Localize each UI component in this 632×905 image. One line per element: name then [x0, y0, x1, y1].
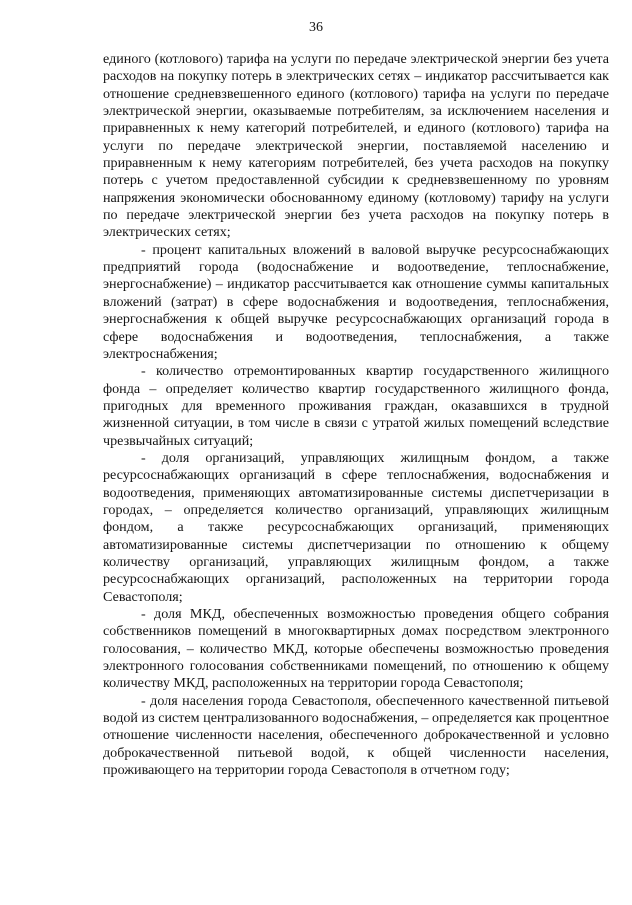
- page-number: 36: [309, 20, 323, 35]
- document-body: [103, 51, 609, 779]
- paragraph-capital-investment: - процент капитальных вложений в валовой выручке ресурсоснабжающих предприятий города (водоснабжение и водоотведение, теплоснабжение, энергоснабжение) – индикатор рассчитывается как отношение суммы капитальных вложений (затрат) в сфере водоснабжения и водоотведения, теплоснабжения, энергоснабжения к общей выручке ресурсоснабжающих организаций города в сфере водоснабжения и водоотведения, теплоснабжения, а также электроснабжения;: [103, 241, 609, 362]
- paragraph-tariff-indicator: единого (котлового) тарифа на услуги по передаче электрической энергии без учета расходов на покупку потерь в электрических сетях – индикатор рассчитывается как отношение средневзвешенного единого (котлового) тарифа на услуги по передаче электрической энергии, оказываемые потребителям, за исключением населения и приравненных к нему категорий потребителей, и единого (котлового) тарифа на услуги по передаче электрической энергии, поставляемой населению и приравненным к нему категориям потребителей, без учета расходов на покупку потерь с учетом предоставленной субсидии к средневзвешенному по уровням напряжения экономически обоснованному единому (котловому) тарифу на услуги по передаче электрической энергии без учета расходов на покупку потерь в электрических сетях;: [103, 51, 609, 241]
- paragraph-electronic-voting: - доля МКД, обеспеченных возможностью проведения общего собрания собственников помещений в многоквартирных домах посредством электронного голосования, – количество МКД, которые обеспечены возможностью проведения электронного голосования собственниками помещений, по отношению к общему количеству МКД, расположенных на территории города Севастополя;: [103, 606, 609, 692]
- paragraph-drinking-water: - доля населения города Севастополя, обеспеченного качественной питьевой водой из систем централизованного водоснабжения, – определяется как процентное отношение численности населения, обеспеченного доброкачественной и условно доброкачественной питьевой водой, к общей численности населения, проживающего на территории города Севастополя в отчетном году;: [103, 692, 609, 779]
- paragraph-repaired-apartments: - количество отремонтированных квартир государственного жилищного фонда – определяет количество квартир государственного жилищного фонда, пригодных для временного проживания граждан, оказавшихся в трудной жизненной ситуации, в том числе в связи с утратой жилых помещений вследствие чрезвычайных ситуаций;: [103, 363, 609, 449]
- paragraph-dispatch-automation: - доля организаций, управляющих жилищным фондом, а также ресурсоснабжающих организаций в сфере теплоснабжения, водоснабжения и водоотведения, применяющих автоматизированные системы диспетчеризации в городах, – определяется количество организаций, управляющих жилищным фондом, а также ресурсоснабжающих организаций, применяющих автоматизированные системы диспетчеризации по отношению к общему количеству организаций, управляющих жилищным фондом, а также ресурсоснабжающих организаций, расположенных на территории города Севастополя;: [103, 449, 609, 605]
